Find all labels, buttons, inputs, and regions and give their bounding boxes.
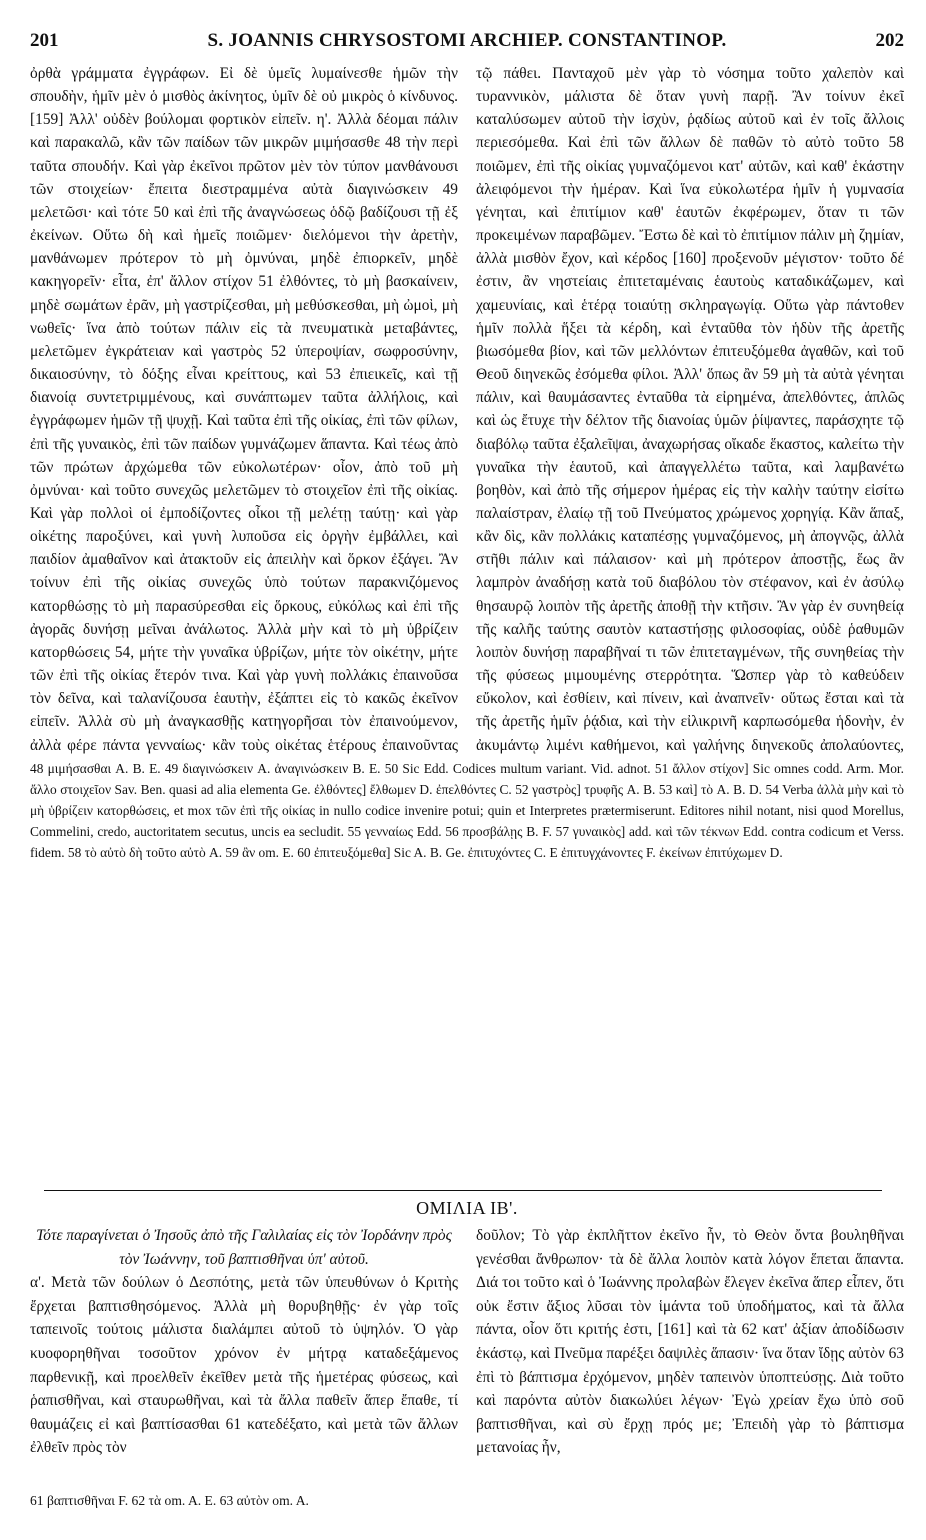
homily-title: Τότε παραγίνεται ὁ Ἰησοῦς ἀπὸ τῆς Γαλιλαίας εἰς τὸν Ἰορδάνην πρὸς τὸν Ἰωάννην, τοῦ βαπτισθῆναι ὑπ' αὐτοῦ. (36, 1227, 452, 1268)
right-column (476, 62, 904, 754)
bottom-footnotes-text: 61 βαπτισθῆναι F. 62 τὰ om. A. E. 63 αὐτὸν om. A. (30, 1493, 309, 1508)
homily-right-text: δοῦλον; Τὸ γὰρ ἐκπλῆττον ἐκεῖνο ἦν, τὸ Θεὸν ὄντα βουληθῆναι γενέσθαι ἄνθρωπον· τὰ δὲ ἄλλα λοιπὸν κατὰ λόγον ἕπεται ἅπαντα. Διά τοι τοῦτο καὶ ὁ Ἰωάννης προλαβὼν ἔλεγεν ἐκεῖνα ἅπερ εἶπεν, ὅτι οὐκ ἔστιν ἄξιος λῦσαι τὸν ἱμάντα τοῦ ὑποδήματος, καὶ τὰ ἄλλα πάντα, οἷον ὅτι κριτής ἐστι, [161] καὶ τὰ 62 κατ' ἀξίαν ἀποδίδωσιν ἑκάστῳ, καὶ Πνεῦμα παρέξει δαψιλὲς ἅπασιν· ἵνα ὅταν ἴδῃς αὐτὸν 63 ἐπὶ τὸ βάπτισμα ἐρχόμενον, μηδὲν ταπεινὸν ὑποπτεύσῃς. Διὰ τοῦτο καὶ παρόντα αὐτὸν διακωλύει λέγων· Ἐγὼ χρείαν ἔχω ὑπὸ σοῦ βαπτισθῆναι, καὶ σὺ ἔρχῃ πρός με; Ἐπειδὴ γὰρ τὸ βάπτισμα μετανοίας ἦν, (476, 1227, 904, 1457)
right-column-text: τῷ πάθει. Πανταχοῦ μὲν γὰρ τὸ νόσημα τοῦτο χαλεπὸν καὶ τυραννικὸν, μάλιστα δὲ ὅταν γυνὴ παρῇ. Ἂν τοίνυν ἐκεῖ καταλύσωμεν αὐτοῦ τὴν ἰσχὺν, ῥᾳδίως αὐτοῦ καὶ ἐν τοῖς ἄλλοις περιεσόμεθα. Καὶ ἐπὶ τῶν ἄλλων δὲ παθῶν τὸ αὐτὸ τοῦτο 58 ποιῶμεν, ἐπὶ τῆς οἰκίας γυμναζόμενοι κατ' αὐτῶν, καὶ καθ' ἑκάστην ἀλειφόμενοι τὴν ἡμέραν. Καὶ ἵνα εὐκολωτέρα ἡμῖν ἡ γυμνασία γένηται, καὶ ἐπιτίμιον καθ' ἑαυτῶν ἐκφέρωμεν, ὅταν τι τῶν προκειμένων παραβῶμεν. Ἔστω δὲ καὶ τὸ ἐπιτίμιον πάλιν μὴ ζημίαν, ἀλλὰ μισθὸν ἔχον, καὶ κέρδος [160] προξενοῦν μέγιστον· τοῦτο δέ ἐστιν, ἂν νηστείαις ἐπιτεταμέναις ἑαυτοὺς καταδικάζωμεν, καὶ χαμευνίαις, καὶ ἑτέρᾳ τοιαύτῃ σκληραγωγίᾳ. Οὕτω γὰρ πάντοθεν ἡμῖν πολλὰ ἥξει τὰ κέρδη, καὶ ἐνταῦθα τὸν ἡδὺν τῆς ἀρετῆς βιωσόμεθα βίον, καὶ τῶν μελλόντων ἐπιτευξόμεθα ἀγαθῶν, καὶ τοῦ Θεοῦ διηνεκῶς ἐσόμεθα φίλοι. Ἀλλ' ὅπως ἂν 59 μὴ τὰ αὐτὰ γένηται πάλιν, καὶ θαυμάσαντες ἐνταῦθα τὰ εἰρημένα, ἀπελθόντες, ἁπλῶς καὶ ὡς ἔτυχε τὴν δέλτον τῆς διανοίας ὑμῶν ῥίψαντες, παράσχητε τῷ διαβόλῳ ταῦτα ἐξαλεῖψαι, ἀναχωρήσας οἴκαδε ἕκαστος, καλείτω τὴν γυναῖκα τὴν ἑαυτοῦ, καὶ ἀπαγγελλέτω ταῦτα, καὶ λαμβανέτω βοηθὸν, καὶ ἀπὸ τῆς σήμερον ἡμέρας εἰς τὴν καλὴν ταύτην εἰσίτω παλαίστραν, ἐλαίῳ τῇ τοῦ Πνεύματος χρώμενος χορηγίᾳ. Κἂν ἅπαξ, κἂν δὶς, κἂν πολλάκις καταπέσῃς γυμναζόμενος, μὴ ἀπογνῷς, ἀλλὰ στῆθι πάλιν καὶ πάλαισον· καὶ μὴ πρότερον ἀποστῇς, ἕως ἂν λαμπρὸν ἀναδήσῃ κατὰ τοῦ διαβόλου τὸν στέφανον, καὶ ἐν ἀσύλῳ θησαυρῷ λοιπὸν τῆς ἀρετῆς ἀποθῇ τὴν κτῆσιν. Ἂν γὰρ ἐν συνηθείᾳ τῆς καλῆς ταύτης σαυτὸν καταστήσῃς φιλοσοφίας, οὐδὲ ῥαθυμῶν λοιπὸν δυνήσῃ παραβῆναί τι τῶν ἐπιτεταγμένων, τῆς συνηθείας τὴν τῆς φύσεως μιμουμένης στερρότητα. Ὥσπερ γὰρ τὸ καθεύδειν εὔκολον, καὶ ἐσθίειν, καὶ πίνειν, καὶ ἀναπνεῖν· οὕτως ἔσται καὶ τὰ τῆς ἀρετῆς ἡμῖν ῥᾴδια, καὶ τὴν εἰλικρινῆ καρπωσόμεθα ἡδονὴν, ἐν ἀκυμάντῳ λιμένι καθήμενοι, καὶ γαλήνης διηνεκοῦς ἀπολαύοντες, (476, 65, 904, 754)
homily-left-column (30, 1224, 458, 1488)
footnotes-text: 48 μιμήσασθαι A. B. E. 49 διαγινώσκειν A. ἀναγινώσκειν B. E. 50 Sic Edd. Codices multum variant. Vid. adnot. 51 ἄλλον στίχον] Sic omnes codd. Arm. Mor. ἄλλο στοιχεῖον Sav. Ben. quasi ad alia elementa Ge. ἐλθόντες] ἔλθωμεν D. ἐπελθόντες C. 52 γαστρὸς] τρυφῆς A. B. 53 καὶ] τὸ A. B. D. 54 Verba ἀλλὰ μὴν καὶ τὸ μὴ ὑβρίζειν κατορθώσεις, et mox τῶν ἐπὶ τῆς οἰκίας in nullo codice invenire potui; quin et Interpretes prætermiserunt. Editores nihil notant, nisi quod Morellus, Commelini, credo, auctoritatem secutus, uncis ea secludit. 55 γενναίως Edd. 56 προσβάλῃς B. F. 57 γυναικὸς] add. καὶ τῶν τέκνων Edd. contra codicum et Verss. fidem. 58 τὸ αὐτὸ δὴ τοῦτο αὐτὸ A. 59 ἂν om. E. 60 ἐπιτευξόμεθα] Sic A. B. Ge. ἐπιτυχόντες C. E ἐπιτυγχάνοντες F. ἐκείνων ἐπιτύχωμεν D. (30, 761, 904, 860)
main-text-columns (30, 62, 904, 754)
page-number-left: 201 (30, 30, 59, 51)
homily-left-text: α'. Μετὰ τῶν δούλων ὁ Δεσπότης, μετὰ τῶν ὑπευθύνων ὁ Κριτὴς ἔρχεται βαπτισθησόμενος. Ἀλλὰ μὴ θορυβηθῇς· ἐν γὰρ τοῖς ταπεινοῖς τούτοις μάλιστα διαλάμπει αὐτοῦ τὸ ὑψηλόν. Ὁ γὰρ κυοφορηθῆναι τοσοῦτον χρόνον ἐν μήτρᾳ καταδεξάμενος παρθενικῇ, καὶ προελθεῖν ἐκεῖθεν μετὰ τῆς ἡμετέρας φύσεως, καὶ ῥαπισθῆναι, καὶ σταυρωθῆναι, καὶ τὰ ἄλλα παθεῖν ἅπερ ἔπαθε, τί θαυμάζεις εἰ καὶ βαπτίσασθαι 61 κατεδέξατο, καὶ μετὰ τῶν ἄλλων ἐλθεῖν πρὸς τὸν (30, 1274, 458, 1457)
left-column-text: ὀρθὰ γράμματα ἐγγράφων. Εἰ δὲ ὑμεῖς λυμαίνεσθε ἡμῶν τὴν σπουδὴν, ἡμῖν μὲν ὁ μισθὸς ἀκίνητος, ὑμῖν δὲ οὐ μικρὸς ὁ κίνδυνος. [159] Ἀλλ' οὐδὲν βούλομαι φορτικὸν εἰπεῖν. η'. Ἀλλὰ δέομαι πάλιν καὶ παρακαλῶ, κἂν τῶν παίδων τῶν μικρῶν μιμήσασθε 48 τὴν περὶ ταῦτα σπουδήν. Καὶ γὰρ ἐκεῖνοι πρῶτον μὲν τὸν τύπον μανθάνουσι τῶν στοιχείων· ἔπειτα διεστραμμένα αὐτὰ διαγινώσκειν 49 μελετῶσι· καὶ τότε 50 καὶ ἐπὶ τῆς ἀναγνώσεως ὁδῷ βαδίζουσι τῇ ἐξ ἐκείνων. Οὕτω δὴ καὶ ἡμεῖς ποιῶμεν· διελόμενοι τὴν ἀρετὴν, μανθάνωμεν πρότερον τὸ μὴ ὀμνύναι, μηδὲ ἐπιορκεῖν, μηδὲ κακηγορεῖν· εἶτα, ἐπ' ἄλλον στίχον 51 ἐλθόντες, τὸ μὴ βασκαίνειν, μηδὲ σωμάτων ἐρᾶν, μὴ γαστρίζεσθαι, μὴ μεθύσκεσθαι, μὴ ὠμοὶ, μὴ νωθεῖς· ἵνα ἀπὸ τούτων πάλιν εἰς τὰ πνευματικὰ μεταβάντες, μελετῶμεν ἐγκράτειαν καὶ γαστρὸς 52 ὑπεροψίαν, σωφροσύνην, δικαιοσύνην, τὸ δόξης εἶναι κρείττους, καὶ 53 ἐπιεικεῖς, καὶ τῇ διανοίᾳ συντετριμμένους, καὶ συνάπτωμεν ταῦτα ἀλλήλοις, καὶ ἐγγράφωμεν ἡμῶν τῇ ψυχῇ. Καὶ ταῦτα ἐπὶ τῆς οἰκίας, ἐπὶ τῶν φίλων, ἐπὶ τῆς γυναικὸς, ἐπὶ τῶν παίδων γυμνάζωμεν ἅπαντα. Καὶ τέως ἀπὸ τῶν πρώτων ἀρχώμεθα τῶν εὐκολωτέρων· οἷον, ἀπὸ τοῦ μὴ ὀμνύναι· καὶ τοῦτο συνεχῶς μελετῶμεν τὸ στοιχεῖον ἐπὶ τῆς οἰκίας. Καὶ γὰρ πολλοὶ οἱ ἐμποδίζοντες οἶκοι τῇ μελέτῃ ταύτῃ· καὶ γὰρ οἰκέτης παροξύνει, καὶ γυνὴ λυποῦσα εἰς ὀργὴν ἐμβάλλει, καὶ παιδίον ἀμαθαῖνον καὶ ἀτακτοῦν εἰς ἀπειλὴν καὶ ὅρκον ἐξάγει. Ἂν τοίνυν ἐπὶ τῆς οἰκίας συνεχῶς ὑπὸ τούτων παρακνιζόμενος κατορθώσῃς τὸ μὴ παρασύρεσθαι εἰς ὅρκους, εὐκόλως καὶ ἐπὶ τῆς ἀγορᾶς δυνήσῃ μεῖναι ἀνάλωτος. Ἀλλὰ μὴν καὶ τὸ μὴ ὑβρίζειν κατορθώσεις 54, μήτε τὴν γυναῖκα ὑβρίζων, μήτε τὸν οἰκέτην, μήτε τῶν ἐπὶ τῆς οἰκίας ἕτερόν τινα. Καὶ γὰρ γυνὴ πολλάκις ἐπαινοῦσα τὸν δεῖνα, καὶ ταλανίζουσα ἑαυτὴν, ἐξάπτει εἰς τὸ κακῶς ἐκεῖνον εἰπεῖν. Ἀλλὰ σὺ μὴ ἀναγκασθῇς κατηγορῆσαι τὸν ἐπαινούμενον, ἀλλὰ φέρε πάντα γενναίως· κἂν τοὺς οἰκέτας ἑτέρους ἐπαινοῦντας (30, 65, 458, 754)
homily-heading: ΟΜΙΛΙΑ ΙΒ'. (416, 1198, 518, 1218)
section-divider (44, 1190, 882, 1191)
homily-right-column (476, 1224, 904, 1488)
running-header (30, 30, 904, 56)
page-number-right: 202 (875, 30, 904, 51)
bottom-footnotes (30, 1490, 904, 1514)
left-column (30, 62, 458, 754)
footnotes (30, 758, 904, 1170)
running-title: S. JOANNIS CHRYSOSTOMI ARCHIEP. CONSTANTINOP. (207, 30, 727, 51)
homily-columns (30, 1224, 904, 1488)
